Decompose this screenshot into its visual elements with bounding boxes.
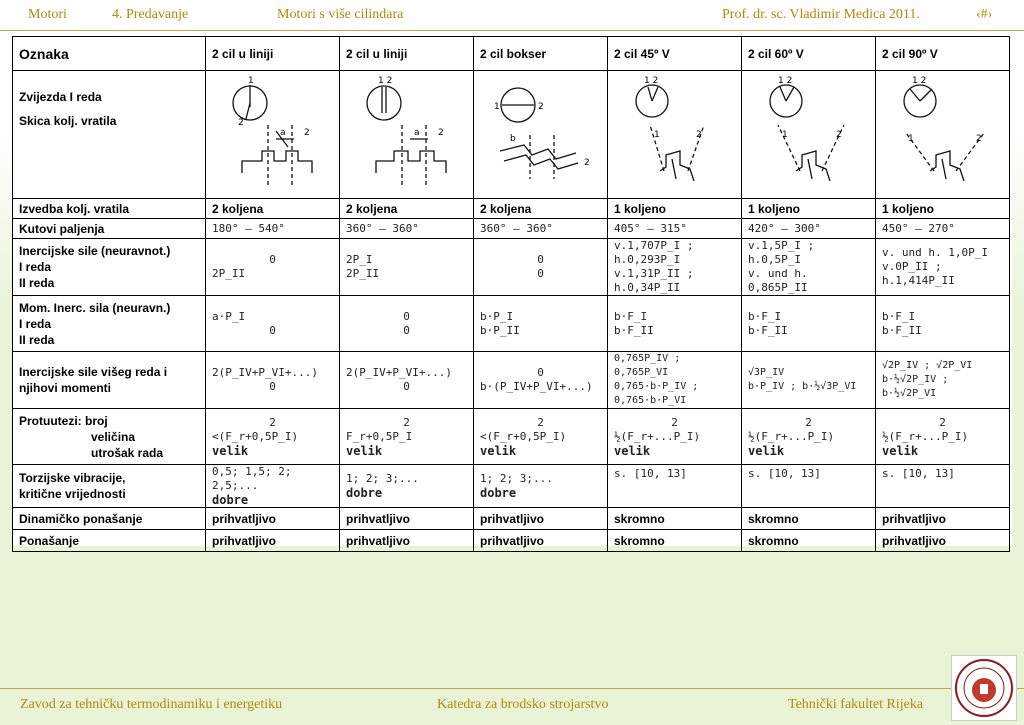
label-skica: Skica kolj. vratila bbox=[19, 114, 117, 128]
momenti-i-5: b·F_I bbox=[748, 309, 782, 323]
row-izvedba bbox=[13, 199, 1010, 219]
svg-text:1 2: 1 2 bbox=[912, 75, 927, 86]
crank-sketch-inline-180 bbox=[212, 75, 332, 195]
label-momenti-ii: II reda bbox=[19, 332, 55, 347]
momenti-cell-6 bbox=[876, 296, 1010, 352]
izvedba-3: 2 koljena bbox=[474, 199, 608, 219]
crank-sketch-v60 bbox=[748, 75, 868, 195]
protu-broj-5: 2 bbox=[805, 415, 812, 429]
svg-text:1: 1 bbox=[782, 129, 788, 140]
torzija-1a: 0,5; 1,5; 2; 2,5;... bbox=[212, 465, 292, 492]
kutovi-3: 360° – 360° bbox=[474, 219, 608, 239]
torzija-cell-6 bbox=[876, 465, 1010, 508]
row-skica bbox=[13, 71, 1010, 199]
row-protuutezi bbox=[13, 409, 1010, 465]
visi-6b: b·½√2P_IV ; b·½√2P_VI bbox=[882, 374, 949, 399]
kutovi-6: 450° – 270° bbox=[876, 219, 1010, 239]
label-visi-1: Inercijske sile višeg reda i bbox=[19, 365, 168, 379]
label-protu-rad: utrošak rada bbox=[91, 445, 164, 460]
slide-header bbox=[0, 0, 1024, 31]
momenti-ii-4: b·F_II bbox=[614, 323, 654, 337]
label-momenti-title: Mom. Inerc. sila (neuravn.) bbox=[19, 300, 171, 315]
row-label-momenti bbox=[13, 296, 206, 352]
visi-5a: √3P_IV bbox=[748, 367, 785, 378]
torzija-6a: s. [10, 13] bbox=[882, 467, 955, 480]
torzija-3b: dobre bbox=[480, 486, 517, 500]
label-protu-rad-wrap bbox=[19, 445, 199, 461]
momenti-i-2: 0 bbox=[403, 309, 410, 323]
row-visi-red bbox=[13, 352, 1010, 409]
label-inercijske-title: Inercijske sile (neuravnot.) bbox=[19, 244, 171, 258]
svg-text:2: 2 bbox=[584, 157, 590, 168]
inercijske-cell-2 bbox=[340, 239, 474, 296]
torzija-3a: 1; 2; 3;... bbox=[480, 472, 553, 485]
row-label-protuutezi bbox=[13, 409, 206, 465]
svg-text:1: 1 bbox=[494, 101, 500, 112]
svg-text:1 2: 1 2 bbox=[644, 75, 659, 86]
inercijske-cell-6 bbox=[876, 239, 1010, 296]
label-visi-2: njihovi momenti bbox=[19, 381, 112, 395]
row-label-visi bbox=[13, 352, 206, 409]
sketch-cell-1 bbox=[206, 71, 340, 199]
visi-6a: √2P_IV ; √2P_VI bbox=[882, 360, 973, 371]
inercijske-i-5: v.1,5P_I ; h.0,5P_I bbox=[748, 239, 815, 266]
svg-text:1 2: 1 2 bbox=[378, 75, 393, 86]
svg-text:2: 2 bbox=[538, 101, 544, 112]
dinamicko-6: prihvatljivo bbox=[876, 508, 1010, 530]
ponasanje-6: prihvatljivo bbox=[876, 530, 1010, 552]
svg-text:a: a bbox=[414, 127, 420, 138]
momenti-cell-3 bbox=[474, 296, 608, 352]
crank-sketch-v90 bbox=[882, 75, 1002, 195]
torzija-cell-5 bbox=[742, 465, 876, 508]
torzija-cell-1 bbox=[206, 465, 340, 508]
inercijske-cell-3 bbox=[474, 239, 608, 296]
momenti-i-4: b·F_I bbox=[614, 309, 648, 323]
crank-sketch-v45 bbox=[614, 75, 734, 195]
inercijske-cell-4 bbox=[608, 239, 742, 296]
protu-cell-5 bbox=[742, 409, 876, 465]
inercijske-ii-6: v.0P_II ; h.1,414P_II bbox=[882, 260, 955, 287]
label-torzija-2: kritične vrijednosti bbox=[19, 487, 126, 501]
dinamicko-2: prihvatljivo bbox=[340, 508, 474, 530]
ponasanje-4: skromno bbox=[608, 530, 742, 552]
university-seal-icon bbox=[951, 655, 1017, 721]
col-header-5: 2 cil 60º V bbox=[742, 37, 876, 71]
col-header-3: 2 cil bokser bbox=[474, 37, 608, 71]
visi-cell-3 bbox=[474, 352, 608, 409]
momenti-cell-2 bbox=[340, 296, 474, 352]
visi-3a: 0 bbox=[537, 366, 544, 379]
protu-cell-1 bbox=[206, 409, 340, 465]
crank-sketch-inline-360 bbox=[346, 75, 466, 195]
svg-text:2: 2 bbox=[304, 127, 310, 138]
row-label-ponasanje: Ponašanje bbox=[13, 530, 206, 552]
header-section: Motori bbox=[28, 7, 67, 22]
svg-text:a: a bbox=[280, 127, 286, 138]
kutovi-1: 180° – 540° bbox=[206, 219, 340, 239]
visi-4a: 0,765P_IV ; 0,765P_VI bbox=[614, 353, 681, 378]
svg-text:2: 2 bbox=[696, 129, 702, 140]
kutovi-2: 360° – 360° bbox=[340, 219, 474, 239]
protu-rad-3: velik bbox=[480, 443, 517, 458]
row-inercijske bbox=[13, 239, 1010, 296]
protu-cell-6 bbox=[876, 409, 1010, 465]
visi-cell-4 bbox=[608, 352, 742, 409]
momenti-cell-4 bbox=[608, 296, 742, 352]
protu-rad-1: velik bbox=[212, 443, 249, 458]
sketch-cell-2 bbox=[340, 71, 474, 199]
momenti-cell-1 bbox=[206, 296, 340, 352]
ponasanje-5: skromno bbox=[742, 530, 876, 552]
visi-1b: 0 bbox=[269, 380, 276, 393]
row-kutovi bbox=[13, 219, 1010, 239]
torzija-2b: dobre bbox=[346, 486, 383, 500]
protu-broj-6: 2 bbox=[939, 415, 946, 429]
protu-velicina-6: ½(F_r+...P_I) bbox=[882, 429, 969, 443]
protu-velicina-1: <(F_r+0,5P_I) bbox=[212, 429, 299, 443]
label-zvijezda: Zvijezda I reda bbox=[19, 90, 102, 104]
torzija-1b: dobre bbox=[212, 493, 249, 507]
dinamicko-3: prihvatljivo bbox=[474, 508, 608, 530]
row-label-inercijske bbox=[13, 239, 206, 296]
protu-broj-1: 2 bbox=[269, 415, 276, 429]
inercijske-cell-1 bbox=[206, 239, 340, 296]
col-header-6: 2 cil 90º V bbox=[876, 37, 1010, 71]
ponasanje-2: prihvatljivo bbox=[340, 530, 474, 552]
inercijske-i-4: v.1,707P_I ; h.0,293P_I bbox=[614, 239, 694, 266]
svg-text:1: 1 bbox=[908, 133, 914, 144]
label-momenti-i: I reda bbox=[19, 316, 52, 331]
svg-text:2: 2 bbox=[836, 129, 842, 140]
inercijske-ii-5: v. und h. 0,865P_II bbox=[748, 267, 808, 294]
dinamicko-5: skromno bbox=[742, 508, 876, 530]
inercijske-i-1: 0 bbox=[269, 253, 276, 266]
sketch-cell-6 bbox=[876, 71, 1010, 199]
inercijske-cell-5 bbox=[742, 239, 876, 296]
row-momenti bbox=[13, 296, 1010, 352]
izvedba-4: 1 koljeno bbox=[608, 199, 742, 219]
slide-footer bbox=[0, 688, 1024, 725]
protu-cell-3 bbox=[474, 409, 608, 465]
inercijske-i-3: 0 bbox=[537, 253, 544, 266]
label-inercijske-ii: II reda bbox=[19, 276, 55, 290]
col-header-2: 2 cil u liniji bbox=[340, 37, 474, 71]
protu-rad-6: velik bbox=[882, 443, 919, 458]
row-ponasanje bbox=[13, 530, 1010, 552]
izvedba-6: 1 koljeno bbox=[876, 199, 1010, 219]
header-topic: Motori s više cilindara bbox=[277, 7, 404, 22]
protu-velicina-2: F_r+0,5P_I bbox=[346, 429, 413, 443]
engine-comparison-table bbox=[12, 36, 1010, 552]
svg-text:1 2: 1 2 bbox=[778, 75, 793, 86]
label-torzija-1: Torzijske vibracije, bbox=[19, 471, 126, 485]
inercijske-i-2: 2P_I bbox=[346, 253, 373, 266]
visi-3b: b·(P_IV+P_VI+...) bbox=[480, 380, 593, 393]
protu-broj-3: 2 bbox=[537, 415, 544, 429]
protu-cell-4 bbox=[608, 409, 742, 465]
visi-cell-6 bbox=[876, 352, 1010, 409]
momenti-ii-2: 0 bbox=[403, 323, 410, 337]
label-inercijske-i: I reda bbox=[19, 260, 52, 274]
momenti-ii-5: b·F_II bbox=[748, 323, 788, 337]
sketch-cell-3 bbox=[474, 71, 608, 199]
protu-velicina-3: <(F_r+0,5P_I) bbox=[480, 429, 567, 443]
momenti-i-1: a·P_I bbox=[212, 309, 246, 323]
col-header-oznaka: Oznaka bbox=[13, 37, 206, 71]
label-protu-velicina-wrap bbox=[19, 429, 199, 445]
svg-text:1: 1 bbox=[248, 75, 254, 86]
visi-2a: 2(P_IV+P_VI+...) bbox=[346, 366, 452, 379]
crank-sketch-boxer bbox=[480, 75, 600, 195]
torzija-5a: s. [10, 13] bbox=[748, 467, 821, 480]
label-protu-velicina: veličina bbox=[91, 429, 136, 444]
izvedba-1: 2 koljena bbox=[206, 199, 340, 219]
kutovi-5: 420° – 300° bbox=[742, 219, 876, 239]
row-label-izvedba: Izvedba kolj. vratila bbox=[13, 199, 206, 219]
dinamicko-1: prihvatljivo bbox=[206, 508, 340, 530]
torzija-cell-2 bbox=[340, 465, 474, 508]
comparison-table-scan bbox=[12, 36, 1012, 546]
row-label-skica bbox=[13, 71, 206, 199]
inercijske-ii-1: 2P_II bbox=[212, 267, 246, 280]
inercijske-i-6: v. und h. 1,0P_I bbox=[882, 246, 988, 259]
momenti-i-6: b·F_I bbox=[882, 309, 916, 323]
visi-cell-1 bbox=[206, 352, 340, 409]
protu-cell-2 bbox=[340, 409, 474, 465]
ponasanje-1: prihvatljivo bbox=[206, 530, 340, 552]
ponasanje-3: prihvatljivo bbox=[474, 530, 608, 552]
row-label-torzija bbox=[13, 465, 206, 508]
header-author: Prof. dr. sc. Vladimir Medica 2011. bbox=[722, 7, 920, 22]
row-label-kutovi: Kutovi paljenja bbox=[13, 219, 206, 239]
protu-velicina-4: ½(F_r+...P_I) bbox=[614, 429, 701, 443]
footer-institute: Zavod za tehničku termodinamiku i energetiku bbox=[20, 697, 283, 712]
izvedba-2: 2 koljena bbox=[340, 199, 474, 219]
momenti-ii-1: 0 bbox=[269, 323, 276, 337]
protu-broj-4: 2 bbox=[671, 415, 678, 429]
footer-department: Katedra za brodsko strojarstvo bbox=[437, 697, 609, 712]
protu-velicina-5: ½(F_r+...P_I) bbox=[748, 429, 835, 443]
momenti-i-3: b·P_I bbox=[480, 309, 514, 323]
row-label-dinamicko: Dinamičko ponašanje bbox=[13, 508, 206, 530]
label-protu-broj: Protuutezi: broj bbox=[19, 413, 108, 428]
col-header-1: 2 cil u liniji bbox=[206, 37, 340, 71]
sketch-cell-4 bbox=[608, 71, 742, 199]
momenti-ii-3: b·P_II bbox=[480, 323, 520, 337]
momenti-ii-6: b·F_II bbox=[882, 323, 922, 337]
inercijske-ii-4: v.1,31P_II ; h.0,34P_II bbox=[614, 267, 694, 294]
svg-text:1: 1 bbox=[654, 129, 660, 140]
svg-text:b: b bbox=[510, 133, 516, 144]
visi-2b: 0 bbox=[403, 380, 410, 393]
izvedba-5: 1 koljeno bbox=[742, 199, 876, 219]
row-dinamicko bbox=[13, 508, 1010, 530]
protu-rad-4: velik bbox=[614, 443, 651, 458]
col-header-4: 2 cil 45º V bbox=[608, 37, 742, 71]
table-header-row bbox=[13, 37, 1010, 71]
header-lecture: 4. Predavanje bbox=[112, 7, 189, 22]
protu-rad-2: velik bbox=[346, 443, 383, 458]
visi-cell-5 bbox=[742, 352, 876, 409]
sketch-cell-5 bbox=[742, 71, 876, 199]
protu-broj-2: 2 bbox=[403, 415, 410, 429]
visi-1a: 2(P_IV+P_VI+...) bbox=[212, 366, 318, 379]
svg-text:2: 2 bbox=[976, 133, 982, 144]
torzija-cell-3 bbox=[474, 465, 608, 508]
svg-text:2: 2 bbox=[438, 127, 444, 138]
svg-text:2: 2 bbox=[238, 117, 244, 128]
momenti-cell-5 bbox=[742, 296, 876, 352]
protu-rad-5: velik bbox=[748, 443, 785, 458]
footer-faculty: Tehnički fakultet Rijeka bbox=[788, 697, 924, 712]
torzija-2a: 1; 2; 3;... bbox=[346, 472, 419, 485]
kutovi-4: 405° – 315° bbox=[608, 219, 742, 239]
inercijske-ii-3: 0 bbox=[537, 267, 544, 280]
dinamicko-4: skromno bbox=[608, 508, 742, 530]
inercijske-ii-2: 2P_II bbox=[346, 267, 380, 280]
visi-4b: 0,765·b·P_IV ; 0,765·b·P_VI bbox=[614, 381, 699, 406]
visi-5b: b·P_IV ; b·½√3P_VI bbox=[748, 381, 857, 392]
header-page-number: ‹#› bbox=[976, 7, 993, 22]
row-torzija bbox=[13, 465, 1010, 508]
torzija-4a: s. [10, 13] bbox=[614, 467, 687, 480]
torzija-cell-4 bbox=[608, 465, 742, 508]
visi-cell-2 bbox=[340, 352, 474, 409]
